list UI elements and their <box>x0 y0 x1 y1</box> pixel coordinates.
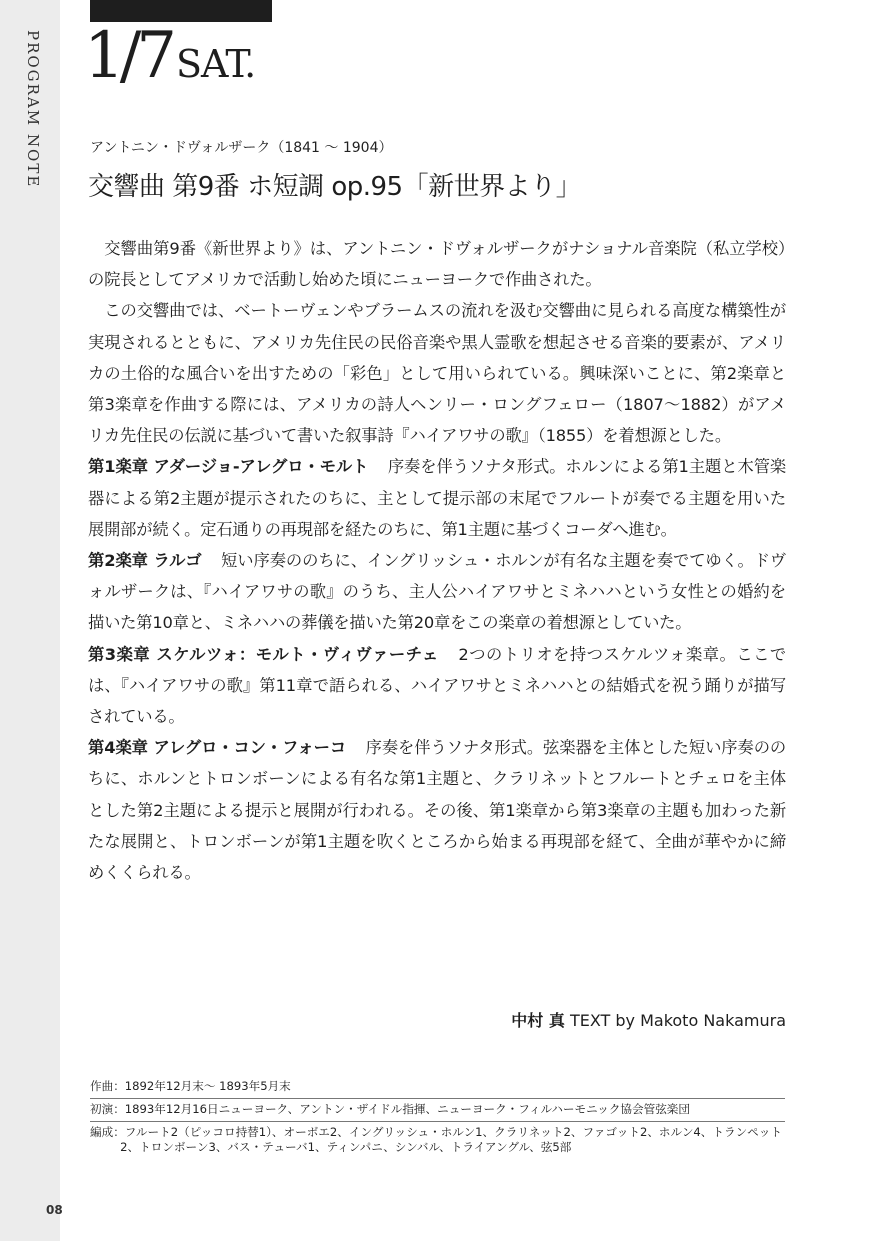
concert-day: SAT. <box>176 42 256 86</box>
concert-date-heading <box>84 19 256 93</box>
sidebar <box>0 0 63 1241</box>
composed-info: 作曲：1892年12月末〜 1893年5月末 <box>90 1079 291 1093</box>
instrumentation-info: 編成：フルート2（ピッコロ持替1）、オーボエ2、イングリッシュ・ホルン1、クラリネット2、ファゴット2、ホルン4、トランペット2、トロンボーン3、バス・テューバ1、ティンパニ、シンバル、トライアングル、弦5部 <box>90 1121 785 1159</box>
movement-description: 序奏を伴うソナタ形式。ホルンによる第1主題と木管楽器による第2主題が提示されたのちに、主として提示部の末尾でフルートが奏でる主題を用いた展開部が続く。定石通りの再現部を経たのちに、第1主題に基づくコーダへ進む。 <box>88 457 787 539</box>
movement-title: 第3楽章 スケルツォ：モルト・ヴィヴァーチェ <box>88 644 439 664</box>
intro-paragraph: 交響曲第9番《新世界より》は、アントニン・ドヴォルザークがナショナル音楽院（私立学校）の院長としてアメリカで活動し始めた頃にニューヨークで作曲された。 <box>88 239 786 290</box>
author-credit-text: TEXT by Makoto Nakamura <box>569 1011 786 1030</box>
movement-title: 第1楽章 アダージョ-アレグロ・モルト <box>88 457 369 477</box>
author-credit <box>511 1008 786 1031</box>
movement-paragraph <box>88 451 786 545</box>
movement-title: 第4楽章 アレグロ・コン・フォーコ <box>88 738 347 758</box>
movement-description: 短い序奏ののちに、イングリッシュ・ホルンが有名な主題を奏でてゆく。ドヴォルザークは、『ハイアワサの歌』のうち、主人公ハイアワサとミネハハという女性との婚約を描いた第10章と、ミネハハの葬儀を描いた第20章をこの楽章の着想源としていた。 <box>88 551 786 633</box>
work-info <box>90 1076 785 1159</box>
movement-title: 第2楽章 ラルゴ <box>88 551 202 571</box>
movement-paragraph <box>88 545 786 639</box>
movement-description: 序奏を伴うソナタ形式。弦楽器を主体とした短い序奏ののちに、ホルンとトロンボーンによる有名な第1主題と、クラリネットとフルートとチェロを主体とした第2主題による提示と展開が行われる。その後、第1楽章から第3楽章の主題も加わった新たな展開と、トロンボーンが第1主題を吹くところから始まる再現部を経て、全曲が華やかに締めくくられる。 <box>88 738 786 883</box>
premiere-info: 初演：1893年12月16日ニューヨーク、アントン・ザイドル指揮、ニューヨーク・フィルハーモニック協会管弦楽団 <box>90 1098 785 1121</box>
movement-paragraph <box>88 639 786 733</box>
movement-paragraph <box>88 732 786 888</box>
section-label: PROGRAM NOTE <box>24 30 42 189</box>
page-number: 08 <box>46 1203 63 1217</box>
work-title: 交響曲 第9番 ホ短調 op.95「新世界より」 <box>88 172 582 202</box>
composer-name: アントニン・ドヴォルザーク（1841 〜 1904） <box>90 140 393 156</box>
movement-description: 2つのトリオを持つスケルツォ楽章。ここでは、『ハイアワサの歌』第11章で語られる、ハイアワサとミネハハとの結婚式を祝う踊りが描写されている。 <box>88 644 786 727</box>
intro-paragraph: この交響曲では、ベートーヴェンやブラームスの流れを汲む交響曲に見られる高度な構築性が実現されるとともに、アメリカ先住民の民俗音楽や黒人霊歌を想起させる音楽的要素が、アメリカの土俗的な風合いを出すための「彩色」として用いられている。興味深いことに、第2楽章と第3楽章を作曲する際には、アメリカの詩人ヘンリー・ロングフェロー（1807〜1882）がアメリカ先住民の伝説に基づいて書いた叙事詩『ハイアワサの歌』（1855）を着想源とした。 <box>88 301 786 446</box>
program-note-body <box>88 233 786 888</box>
concert-date: 1/7 <box>84 19 172 93</box>
author-name: 中村 真 <box>511 1011 565 1030</box>
